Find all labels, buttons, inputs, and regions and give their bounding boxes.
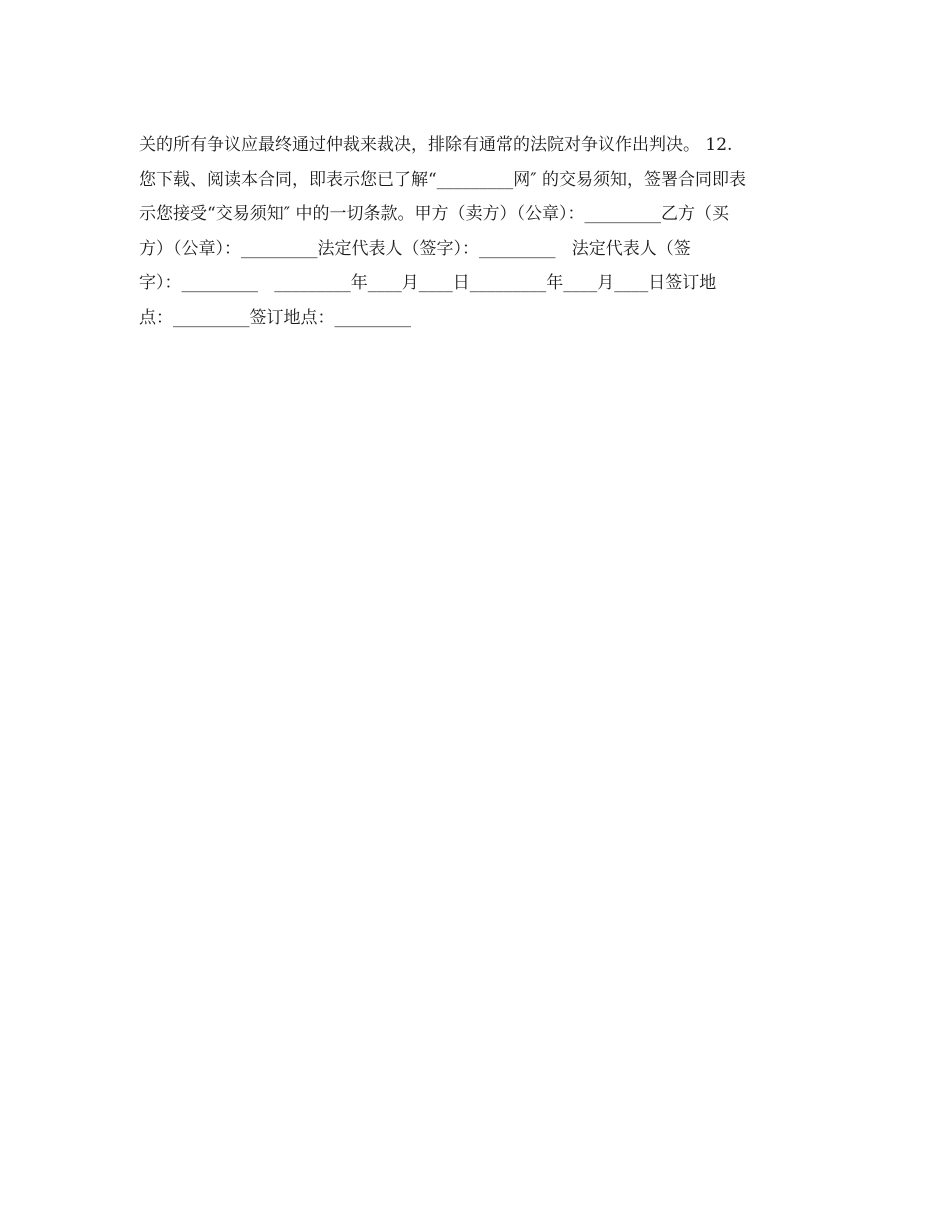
text-line: 示您接受“交易须知″ 中的一切条款。甲方（卖方）（公章）：_________乙方（买 <box>139 204 729 224</box>
text-line: 您下载、阅读本合同，即表示您已了解“_________网″ 的交易须知，签署合同即表 <box>139 169 746 190</box>
text-line: 方）（公章）：_________法定代表人（签字）：_________ 法定代表人（签 <box>139 238 691 259</box>
text-line: 点：_________签订地点：_________ <box>139 307 411 328</box>
text-line: 关的所有争议应最终通过仲裁来裁决，排除有通常的法院对争议作出判决。 12. <box>139 135 733 155</box>
contract-text-block <box>139 128 819 335</box>
text-line: 字）：_________ _________年____月____日_________年____月____日签订地 <box>139 273 717 293</box>
